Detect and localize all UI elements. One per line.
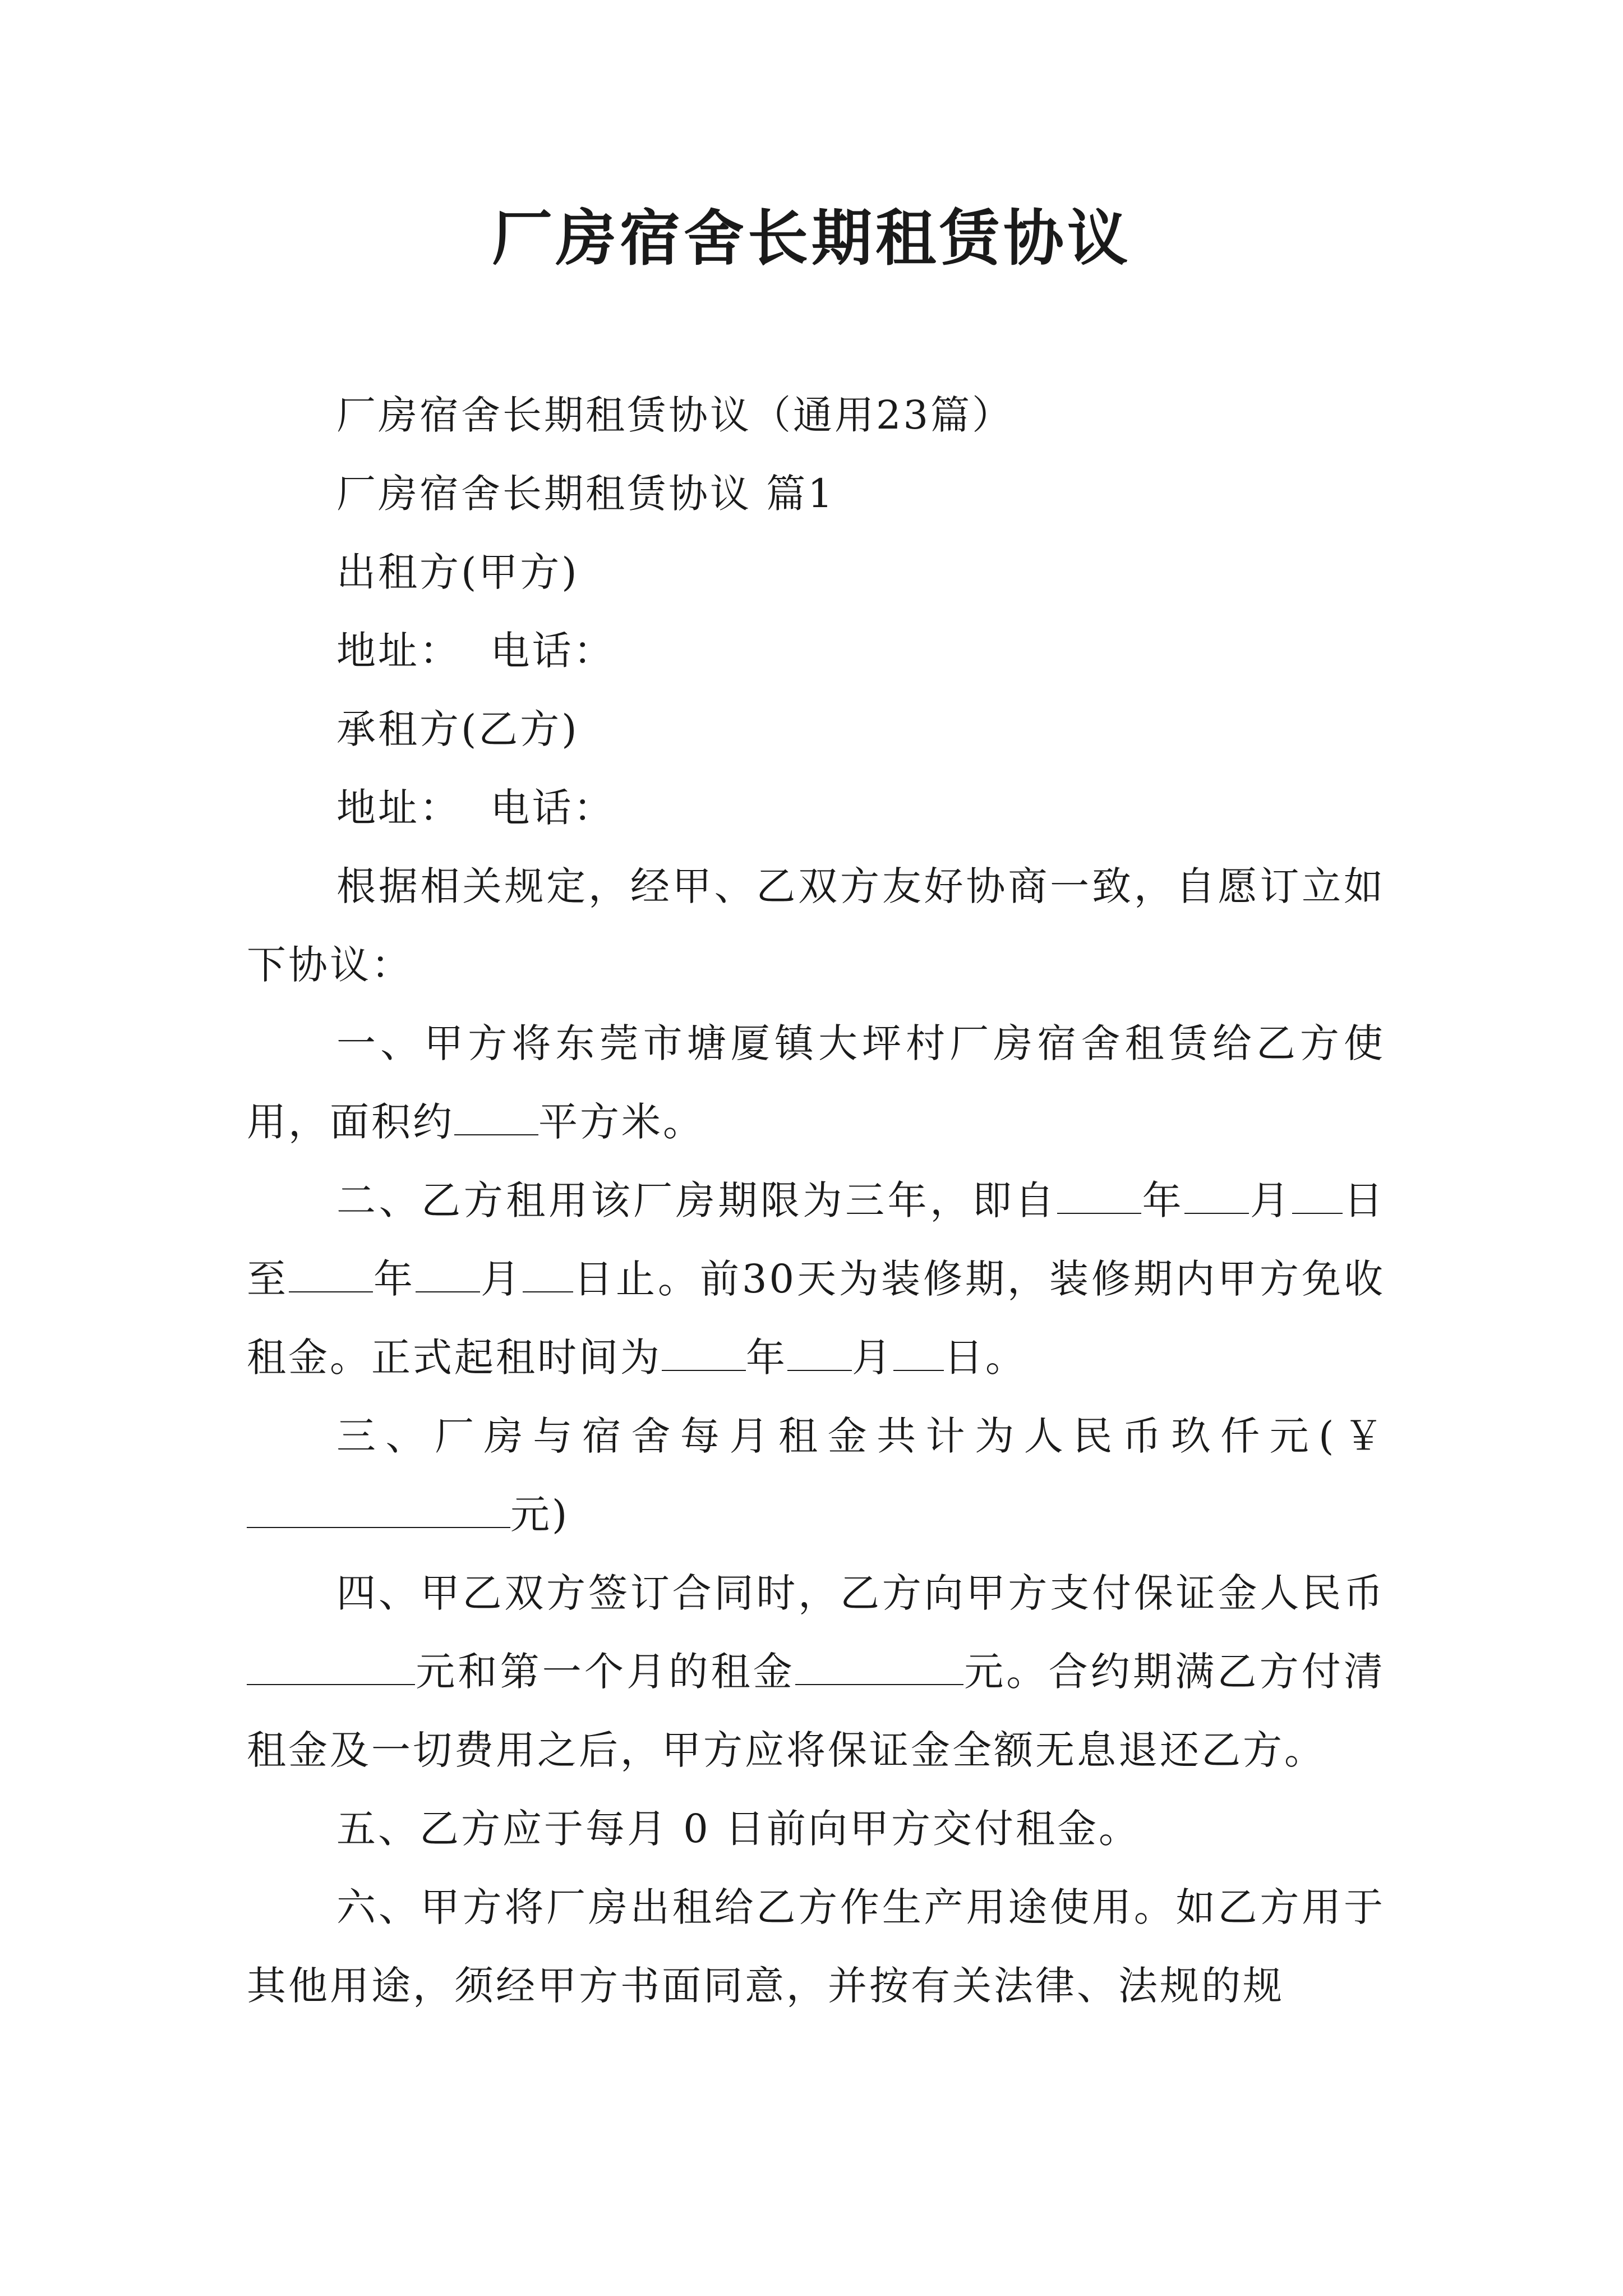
clause-2	[247, 1161, 1385, 1397]
section-heading: 厂房宿舍长期租赁协议 篇1	[336, 471, 835, 517]
clause-2-text-h: 年	[746, 1335, 787, 1381]
clause-3-text-a: 三、厂房与宿舍每月租金共计为人民币玖仟元(￥	[336, 1413, 1385, 1459]
clause-2-text-b: 年	[1141, 1177, 1185, 1223]
clause-4	[247, 1554, 1385, 1789]
clause-2-text-e: 年	[373, 1256, 416, 1302]
intro-paragraph: 根据相关规定，经甲、乙双方友好协商一致，自愿订立如下协议：	[247, 863, 1385, 988]
clause-4-text-a: 四、甲乙双方签订合同时，乙方向甲方支付保证金人民币	[336, 1570, 1385, 1616]
start-year-blank	[1057, 1179, 1141, 1214]
lessee-line: 承租方(乙方)	[336, 706, 579, 752]
clause-2-text-j: 日。	[944, 1335, 1027, 1381]
document-body	[247, 376, 1385, 2025]
clause-3	[247, 1397, 1385, 1554]
clause-5: 五、乙方应于每月 0 日前向甲方交付租金。	[336, 1806, 1141, 1852]
clause-4-text-b: 元和第一个月的租金	[415, 1649, 795, 1695]
clause-2-text-a: 二、乙方租用该厂房期限为三年，即自	[336, 1177, 1058, 1223]
end-year-blank	[289, 1258, 373, 1292]
clause-1-text-a: 一、甲方将东莞市塘厦镇大坪村厂房宿舍租赁给乙方使用，面积约	[247, 1020, 1385, 1145]
end-month-blank	[416, 1258, 480, 1292]
clause-2-text-c: 月	[1249, 1177, 1293, 1223]
rent-start-year-blank	[662, 1336, 746, 1371]
lessee-contact-line: 地址： 电话：	[336, 785, 615, 831]
start-day-blank	[1292, 1179, 1343, 1214]
document-title: 厂房宿舍长期租赁协议	[491, 203, 1131, 274]
clause-1-text-b: 平方米。	[538, 1099, 704, 1145]
end-day-blank	[523, 1258, 573, 1292]
clause-1	[247, 1004, 1385, 1161]
clause-6: 六、甲方将厂房出租给乙方作生产用途使用。如乙方用于其他用途，须经甲方书面同意，并按有关法律、法规的规	[247, 1884, 1385, 2009]
lessor-contact-line: 地址： 电话：	[336, 628, 615, 674]
clause-2-text-i: 月	[852, 1335, 893, 1381]
subtitle: 厂房宿舍长期租赁协议（通用23篇）	[336, 392, 1014, 438]
clause-2-text-g: 日止。前30天为装修期，装修期内甲方免收租金。正式起租时间为	[247, 1256, 1386, 1381]
lessor-line: 出租方(甲方)	[336, 549, 579, 595]
rent-start-day-blank	[893, 1336, 944, 1371]
deposit-amount-blank	[247, 1650, 415, 1685]
clause-2-text-d: 日至	[247, 1177, 1386, 1302]
area-blank	[454, 1101, 538, 1135]
clause-2-text-f: 月	[480, 1256, 523, 1302]
clause-4-text-c: 元。合约期满乙方付清租金及一切费用之后，甲方应将保证金全额无息退还乙方。	[247, 1649, 1385, 1773]
rent-amount-blank	[247, 1493, 510, 1528]
clause-3-text-b: 元)	[510, 1492, 570, 1538]
start-month-blank	[1184, 1179, 1249, 1214]
rent-start-month-blank	[787, 1336, 852, 1371]
first-month-rent-blank	[795, 1650, 963, 1685]
